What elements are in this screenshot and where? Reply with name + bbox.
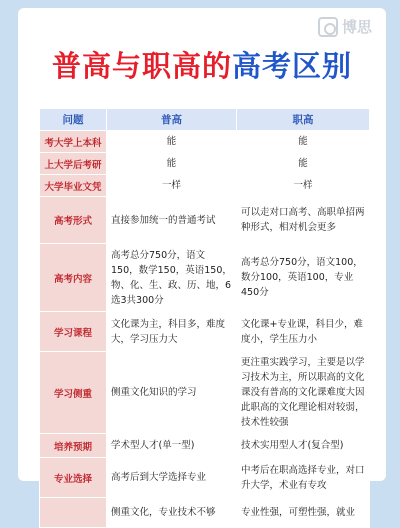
- row-label: 考大学上本科: [40, 131, 107, 153]
- zhigao-cell: 文化课+专业课，科目少，难度小，学生压力小: [237, 312, 370, 352]
- table-row: [40, 153, 370, 175]
- title-part-2: 高考区别: [232, 49, 353, 83]
- row-label: 上大学后考研: [40, 153, 107, 175]
- table-row: [40, 244, 370, 312]
- table-row: [40, 458, 370, 498]
- table-row: [40, 131, 370, 153]
- table-row: [40, 175, 370, 197]
- pugao-cell: 能: [107, 153, 237, 175]
- page-title: [18, 44, 386, 85]
- row-label: 高考形式: [40, 197, 107, 244]
- title-part-1: 普高与职高的: [51, 49, 232, 83]
- zhigao-cell: 更注重实践学习，主要是以学习技术为主，所以职高的文化课没有普高的文化课难度大因此职高的文化理论相对较弱，技术性较强: [237, 352, 370, 434]
- header-question: 问题: [40, 109, 107, 131]
- zhigao-cell: 能: [237, 131, 370, 153]
- table-row: [40, 197, 370, 244]
- zhigao-cell: 中考后在职高选择专业，对口升大学，术业有专攻: [237, 458, 370, 498]
- watermark-text: 博思: [341, 18, 372, 36]
- zhigao-cell: 一样: [237, 175, 370, 197]
- pugao-cell: 文化课为主，科目多，难度大，学习压力大: [107, 312, 237, 352]
- pugao-cell: 直接参加统一的普通考试: [107, 197, 237, 244]
- content-card: [18, 8, 386, 518]
- row-label: 培养预期: [40, 434, 107, 458]
- pugao-cell: 侧重文化，专业技术不够: [107, 498, 237, 528]
- pugao-cell: 学术型人才(单一型): [107, 434, 237, 458]
- table-row: [40, 312, 370, 352]
- pugao-cell: 侧重文化知识的学习: [107, 352, 237, 434]
- row-label: 大学毕业文凭: [40, 175, 107, 197]
- logo-icon: [318, 17, 338, 37]
- header-pugao: 普高: [107, 109, 237, 131]
- zhigao-cell: 高考总分750分，语文100，数分100，英语100，专业450分: [237, 244, 370, 312]
- pugao-cell: 高考后到大学选择专业: [107, 458, 237, 498]
- row-label: 学习课程: [40, 312, 107, 352]
- zhigao-cell: 专业性强，可塑性强，就业: [237, 498, 370, 528]
- row-label: 学习侧重: [40, 352, 107, 434]
- zhigao-cell: 能: [237, 153, 370, 175]
- row-label: [40, 498, 107, 528]
- row-label: 专业选择: [40, 458, 107, 498]
- table-row: [40, 352, 370, 434]
- zhigao-cell: 技术实用型人才(复合型): [237, 434, 370, 458]
- pugao-cell: 能: [107, 131, 237, 153]
- pugao-cell: 一样: [107, 175, 237, 197]
- watermark: [318, 16, 372, 37]
- pugao-cell: 高考总分750分，语文150，数学150，英语150，物、化、生、政、历、地，6选3共300分: [107, 244, 237, 312]
- table-header-row: [40, 109, 370, 131]
- table-row: [40, 434, 370, 458]
- comparison-table: [39, 108, 370, 528]
- table-row: [40, 498, 370, 528]
- zhigao-cell: 可以走对口高考、高职单招两种形式，相对机会更多: [237, 197, 370, 244]
- header-zhigao: 职高: [237, 109, 370, 131]
- row-label: 高考内容: [40, 244, 107, 312]
